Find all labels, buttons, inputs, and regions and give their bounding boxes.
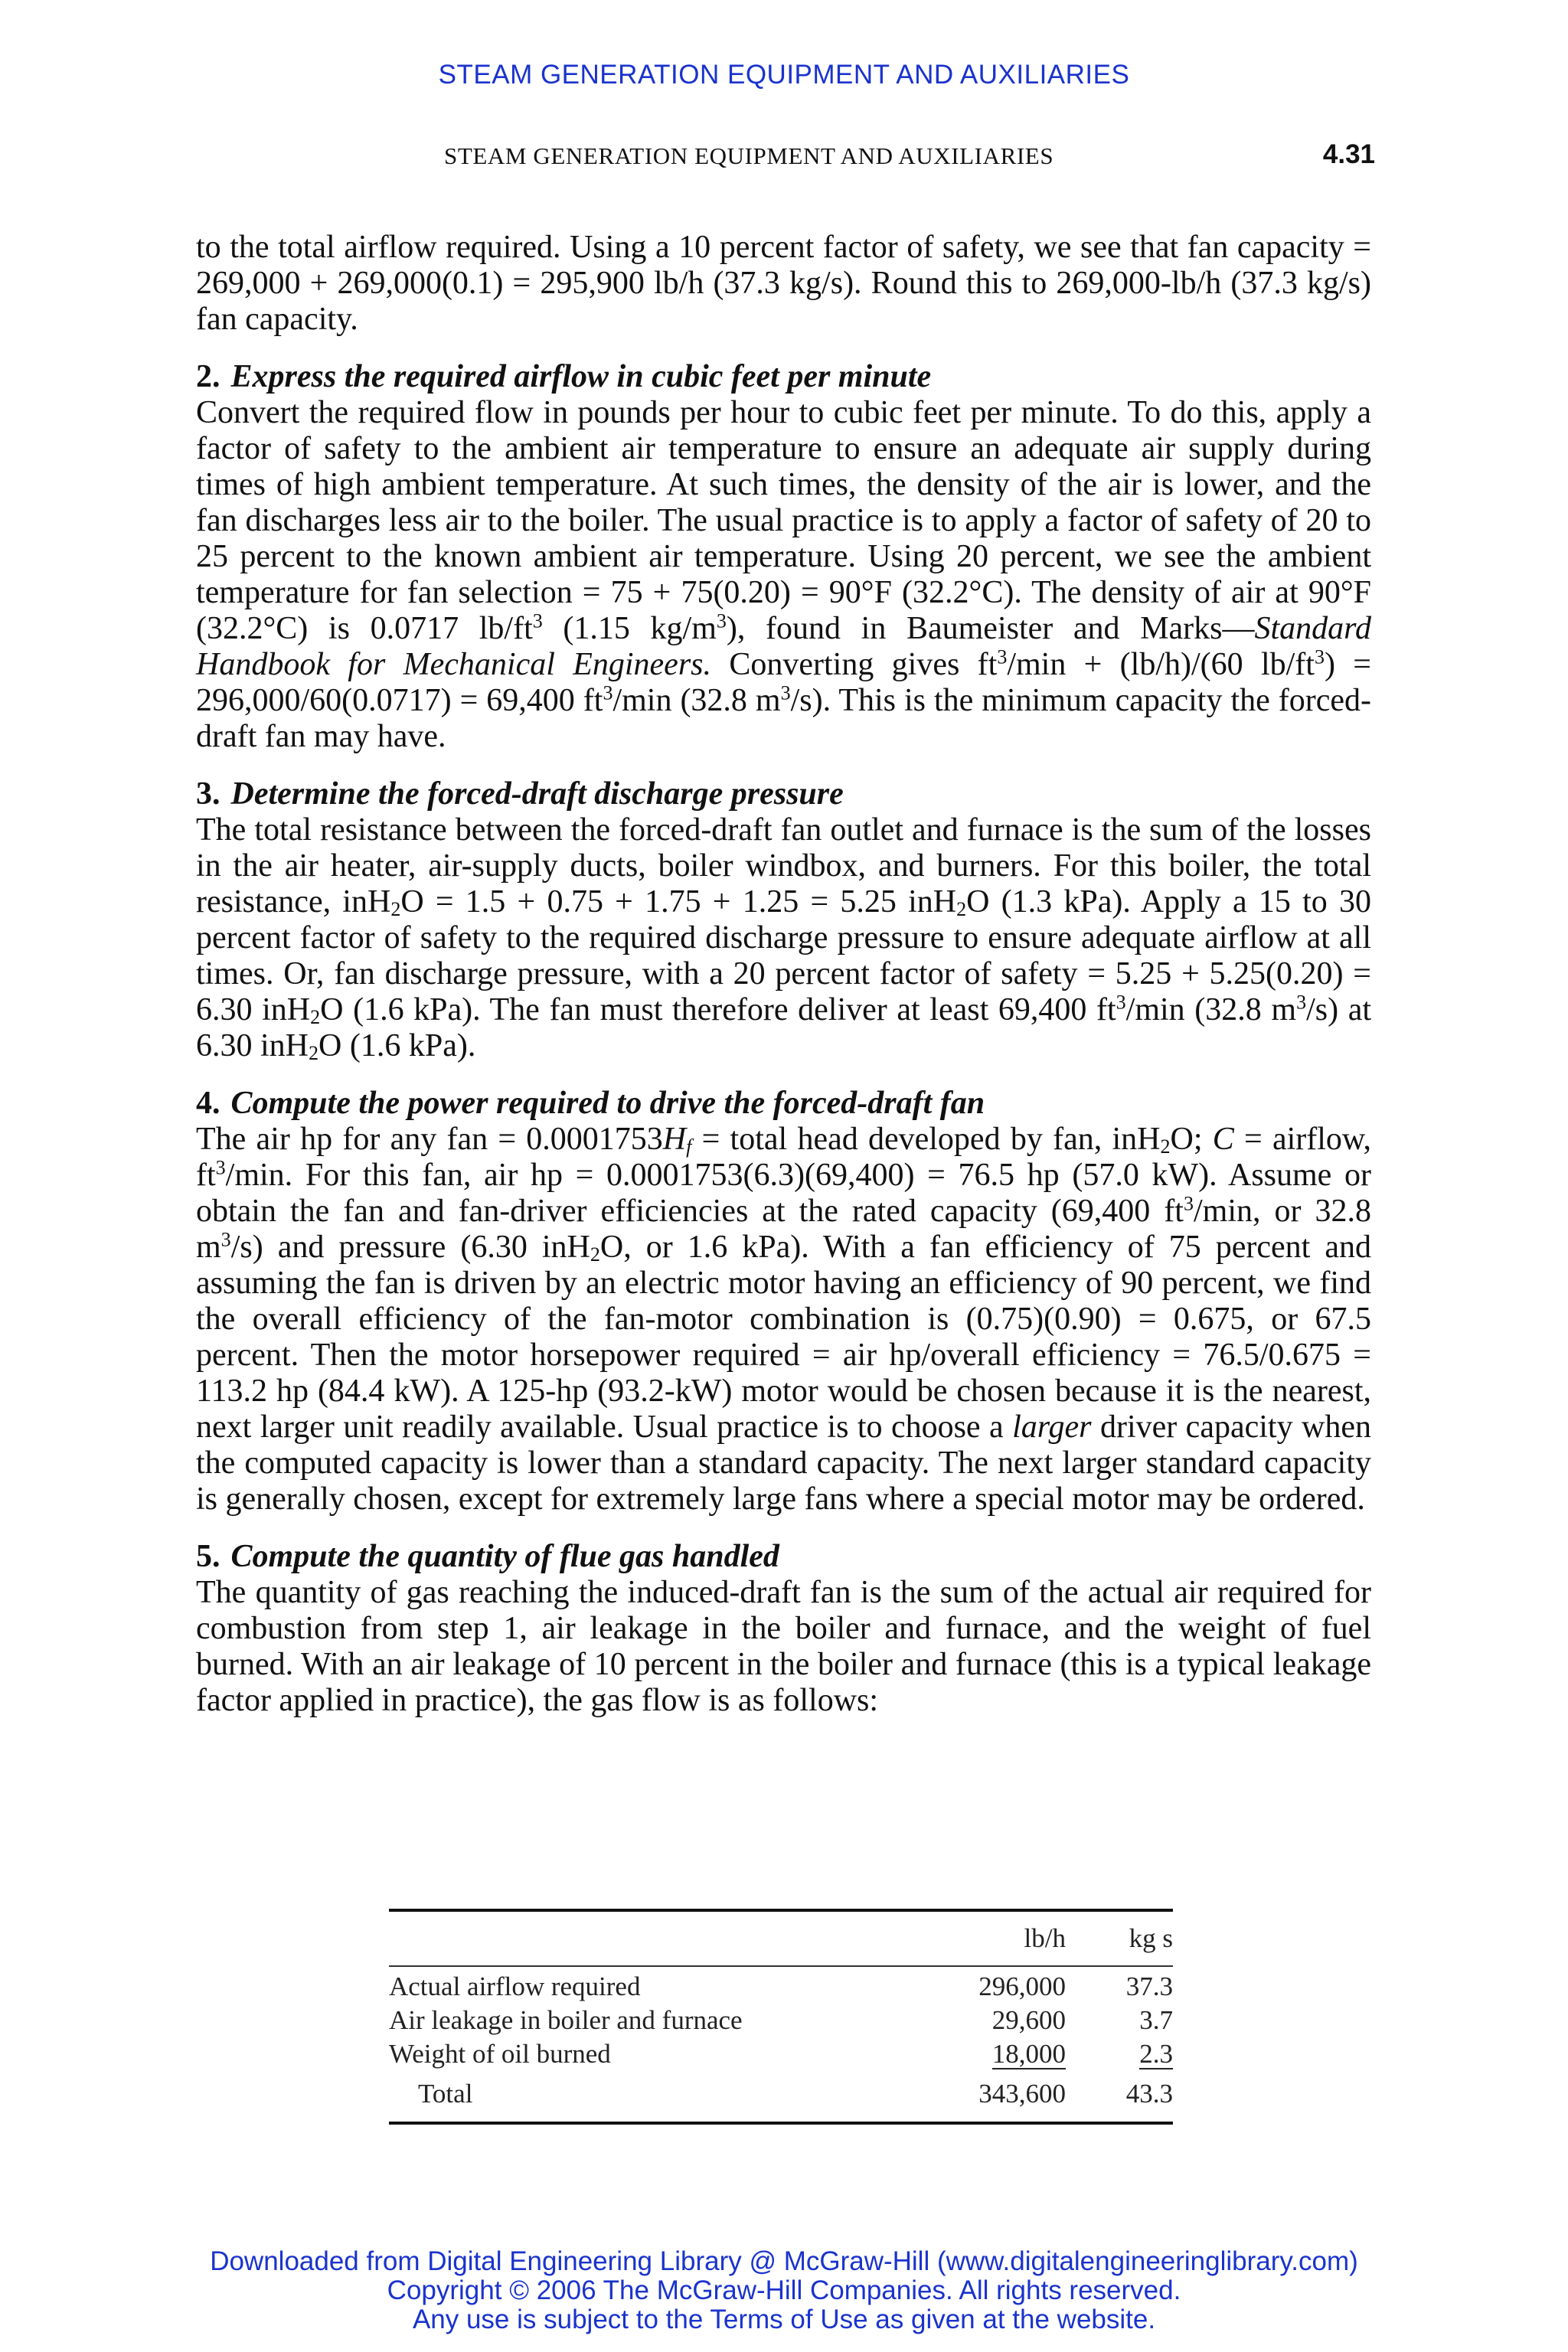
total-value-lb-per-h: 343,600 (978, 2079, 1066, 2109)
step-5-title: Compute the quantity of flue gas handled (230, 1539, 779, 1574)
row-label: Actual airflow required (389, 1971, 641, 2001)
table-row (389, 2039, 1173, 2073)
column-header-lb-per-h: lb/h (1024, 1923, 1066, 1953)
total-label: Total (418, 2079, 473, 2109)
step-4-heading (196, 1086, 1371, 1122)
row-label: Air leakage in boiler and furnace (389, 2005, 743, 2035)
step-5-number: 5. (196, 1539, 220, 1574)
step-3 (196, 776, 1371, 1064)
table-header-rule (389, 1965, 1173, 1967)
footer-copyright-line: Copyright © 2006 The McGraw-Hill Companies. All rights reserved. (387, 2275, 1181, 2305)
footer (0, 2247, 1568, 2334)
footer-download-line[interactable]: Downloaded from Digital Engineering Library @ McGraw-Hill (www.digitalengineeringlibrary.com) (210, 2246, 1358, 2276)
body-text (196, 230, 1371, 1719)
table-header-row (389, 1912, 1173, 1965)
running-head: STEAM GENERATION EQUIPMENT AND AUXILIARIES (444, 142, 1054, 169)
step-2 (196, 359, 1371, 755)
step-3-number: 3. (196, 776, 220, 812)
row-value-kg-s: 37.3 (1125, 1971, 1173, 2001)
table-total-row (389, 2073, 1173, 2115)
row-label: Weight of oil burned (389, 2039, 611, 2069)
page-number: 4.31 (1322, 139, 1375, 169)
step-2-number: 2. (196, 359, 220, 394)
step-4 (196, 1086, 1371, 1517)
step-5-heading (196, 1539, 1371, 1575)
step-2-title: Express the required airflow in cubic feet per minute (230, 359, 932, 394)
total-value-kg-s: 43.3 (1125, 2079, 1173, 2109)
top-banner: STEAM GENERATION EQUIPMENT AND AUXILIARIES (438, 60, 1130, 90)
step-5-text: The quantity of gas reaching the induced-draft fan is the sum of the actual air required for combustion from step 1, air leakage in the boiler and furnace, and the weight of fuel burned. With an air leakage of 10 percent in the boiler and furnace (this is a typical leakage factor applied in practice), the gas flow is as follows: (196, 1575, 1371, 1718)
row-value-kg-s: 2.3 (1139, 2039, 1173, 2069)
gas-flow-table (389, 1909, 1173, 2125)
table-row (389, 1971, 1173, 2005)
footer-terms-line[interactable]: Any use is subject to the Terms of Use as given at the website. (412, 2305, 1156, 2334)
step-3-title: Determine the forced-draft discharge pressure (230, 776, 844, 812)
step-4-number: 4. (196, 1086, 220, 1121)
step-4-title: Compute the power required to drive the forced-draft fan (230, 1086, 985, 1121)
row-value-kg-s: 3.7 (1139, 2005, 1173, 2035)
step-2-text: Convert the required flow in pounds per hour to cubic feet per minute. To do this, apply a factor of safety to the ambient air temperature to ensure an adequate air supply during times of high ambient temperature. At such times, the density of the air is lower, and the fan discharges less air to the boiler. The usual practice is to apply a factor of safety of 20 to 25 percent to the known ambient air temperature. Using 20 percent, we see the ambient temperature for fan selection = 75 + 75(0.20) = 90°F (32.2°C). The density of air at 90°F (32.2°C) is 0.0717 $lb/ft^3$ (1.15 $kg/m^3$), found in Baumeister and Marks—Standard Handbook for Mechanical Engineers. Converting gives $ft^3/\min + (lb/h)/(60$ $lb/ft^3) = 296,000/60(0.0717) = 69,400$ $ft^3/\min$ (32.8 $m^3/s$). This is the minimum capacity the forced-draft fan may have. (196, 395, 1371, 754)
row-value-lb-per-h: 296,000 (978, 1971, 1066, 2001)
step-2-heading (196, 359, 1371, 395)
column-header-kg-s: kg s (1129, 1923, 1173, 1953)
intro-paragraph: to the total airflow required. Using a 10 percent factor of safety, we see that fan capacity = 269,000 + 269,000(0.1) = 295,900 lb/h (37.3 kg/s). Round this to 269,000-lb/h (37.3 kg/s) fan capacity. (196, 230, 1371, 337)
step-5 (196, 1539, 1371, 1719)
step-4-text: The air hp for any fan = $0.0001753H_f$ = total head developed by fan, inH$_2$O; C = airflow, $ft^3/\min$. For this fan, air hp = 0.0001753(6.3)(69,400) = 76.5 hp (57.0 kW). Assume or obtain the fan and fan-driver efficiencies at the rated capacity (69,400 $ft^3/\min$, or 32.8 $m^3/s$) and pressure (6.30 inH$_2$O, or 1.6 kPa). With a fan efficiency of 75 percent and assuming the fan is driven by an electric motor having an efficiency of 90 percent, we find the overall efficiency of the fan-motor combination is (0.75)(0.90) = 0.675, or 67.5 percent. Then the motor horsepower required = air hp/overall efficiency = 76.5/0.675 = 113.2 hp (84.4 kW). A 125-hp (93.2-kW) motor would be chosen because it is the nearest, next larger unit readily available. Usual practice is to choose a larger driver capacity when the computed capacity is lower than a standard capacity. The next larger standard capacity is generally chosen, except for extremely large fans where a special motor may be ordered. (196, 1122, 1372, 1517)
row-value-lb-per-h: 18,000 (991, 2039, 1066, 2069)
row-value-lb-per-h: 29,600 (991, 2005, 1066, 2035)
table-row (389, 2005, 1173, 2039)
step-3-text: The total resistance between the forced-draft fan outlet and furnace is the sum of the losses in the air heater, air-supply ducts, boiler windbox, and burners. For this boiler, the total resistance, inH$_2$O = 1.5 + 0.75 + 1.75 + 1.25 = 5.25 inH$_2$O (1.3 kPa). Apply a 15 to 30 percent factor of safety to the required discharge pressure to ensure adequate airflow at all times. Or, fan discharge pressure, with a 20 percent factor of safety = 5.25 + 5.25(0.20) = 6.30 inH$_2$O (1.6 kPa). The fan must therefore deliver at least 69,400 $ft^3/\min$ (32.8 $m^3/s$) at 6.30 inH$_2$O (1.6 kPa). (196, 812, 1372, 1065)
step-3-heading (196, 776, 1371, 812)
table-bottom-rule (389, 2122, 1173, 2125)
